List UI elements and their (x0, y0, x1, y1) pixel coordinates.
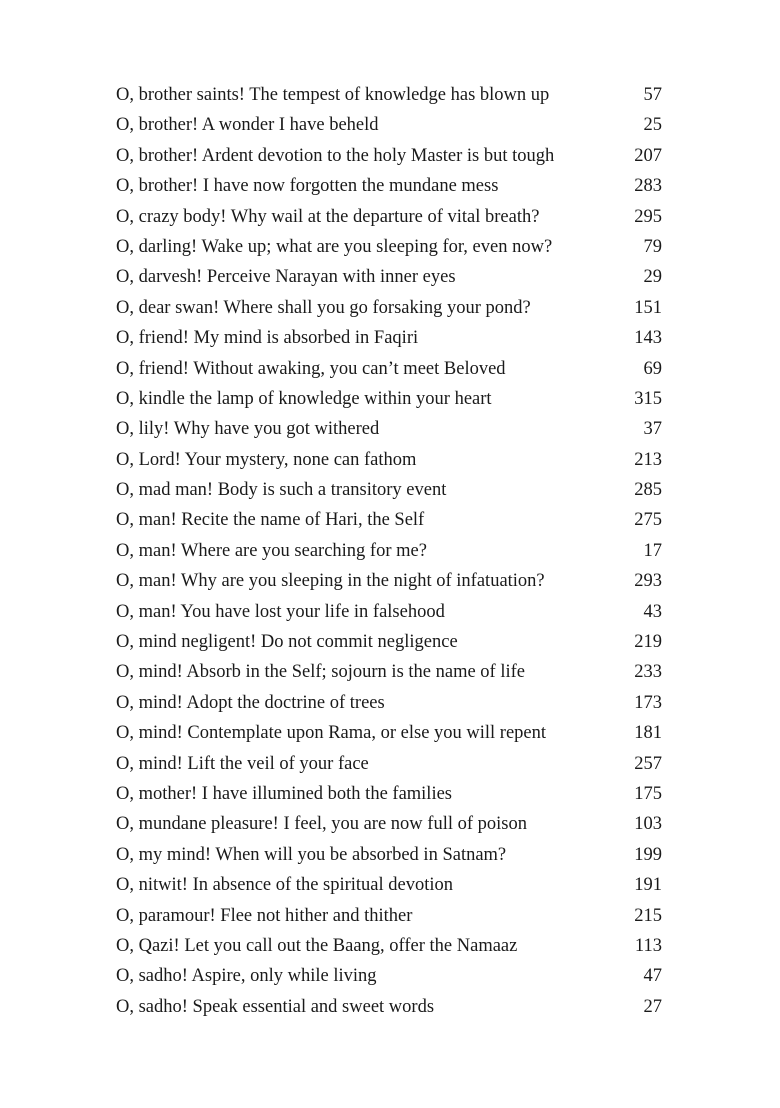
index-entry (116, 80, 662, 110)
index-entry-page-number: 173 (634, 692, 662, 713)
index-entry (116, 323, 662, 353)
index-entry (116, 384, 662, 414)
index-entry-title: O, mind! Lift the veil of your face (116, 753, 369, 774)
index-entry-page-number: 191 (634, 875, 662, 896)
index-entry-page-number: 69 (643, 358, 662, 379)
index-entry-title: O, mind! Contemplate upon Rama, or else you will repent (116, 723, 547, 744)
index-entry-page-number: 17 (643, 540, 662, 561)
index-entry-page-number: 79 (643, 236, 662, 257)
index-entry-title: O, man! Why are you sleeping in the night of infatuation? (116, 571, 545, 592)
index-entry (116, 414, 662, 444)
index-entry-title: O, mad man! Body is such a transitory event (116, 480, 447, 501)
index-entry-title: O, man! Where are you searching for me? (116, 540, 427, 561)
index-entry-title: O, kindle the lamp of knowledge within your heart (116, 388, 492, 409)
index-entry-title: O, friend! Without awaking, you can’t meet Beloved (116, 358, 506, 379)
index-entry-page-number: 275 (634, 510, 662, 531)
index-entry-page-number: 293 (634, 571, 662, 592)
index-entry (116, 992, 662, 1022)
index-entry-page-number: 29 (643, 267, 662, 288)
index-entry (116, 354, 662, 384)
index-entry-title: O, darvesh! Perceive Narayan with inner eyes (116, 267, 456, 288)
index-entry-title: O, nitwit! In absence of the spiritual devotion (116, 875, 454, 896)
index-entry-title: O, man! Recite the name of Hari, the Self (116, 510, 425, 531)
index-entry-page-number: 315 (634, 388, 662, 409)
index-entry (116, 931, 662, 961)
index-entry-page-number: 257 (634, 753, 662, 774)
index-entry-title: O, darling! Wake up; what are you sleeping for, even now? (116, 236, 553, 257)
index-entry-page-number: 233 (634, 662, 662, 683)
index-entry-title: O, friend! My mind is absorbed in Faqiri (116, 328, 419, 349)
index-entry (116, 627, 662, 657)
index-entry (116, 505, 662, 535)
index-entry-title: O, sadho! Aspire, only while living (116, 966, 377, 987)
index-entry-page-number: 43 (643, 601, 662, 622)
index-entry-page-number: 37 (643, 419, 662, 440)
index-entry-page-number: 285 (634, 480, 662, 501)
index-entry (116, 597, 662, 627)
index-entry-page-number: 207 (634, 145, 662, 166)
index-entry (116, 141, 662, 171)
index-entry-page-number: 57 (643, 85, 662, 105)
index-entry-page-number: 25 (643, 115, 662, 136)
index-entry-title: O, brother saints! The tempest of knowledge has blown up (116, 85, 550, 105)
index-entry-page-number: 113 (634, 935, 662, 956)
index-entry-title: O, mind negligent! Do not commit negligence (116, 632, 458, 653)
index-entry-page-number: 27 (643, 996, 662, 1017)
index-entry-title: O, brother! I have now forgotten the mundane mess (116, 176, 499, 197)
index-entry (116, 901, 662, 931)
index-entry-page-number: 175 (634, 783, 662, 804)
index-entry (116, 171, 662, 201)
index-entry-page-number: 213 (634, 449, 662, 470)
index-list (116, 80, 662, 1022)
index-entry-page-number: 103 (634, 814, 662, 835)
index-entry-page-number: 215 (634, 905, 662, 926)
index-entry-title: O, Lord! Your mystery, none can fathom (116, 449, 417, 470)
index-entry-title: O, mundane pleasure! I feel, you are now full of poison (116, 814, 527, 835)
index-entry-title: O, mother! I have illumined both the families (116, 783, 452, 804)
index-entry (116, 232, 662, 262)
index-entry-title: O, brother! A wonder I have beheld (116, 115, 379, 136)
index-entry (116, 779, 662, 809)
index-entry-title: O, mind! Absorb in the Self; sojourn is the name of life (116, 662, 525, 683)
index-entry-page-number: 143 (634, 328, 662, 349)
index-entry-title: O, lily! Why have you got withered (116, 419, 380, 440)
index-entry-page-number: 295 (634, 206, 662, 227)
index-entry-page-number: 151 (634, 297, 662, 318)
index-entry (116, 961, 662, 991)
index-entry (116, 475, 662, 505)
index-entry-page-number: 47 (643, 966, 662, 987)
index-entry-page-number: 181 (634, 723, 662, 744)
index-entry (116, 566, 662, 596)
index-entry (116, 536, 662, 566)
index-entry-page-number: 283 (634, 176, 662, 197)
index-entry (116, 749, 662, 779)
index-entry-title: O, paramour! Flee not hither and thither (116, 905, 413, 926)
index-entry (116, 870, 662, 900)
index-entry-title: O, Qazi! Let you call out the Baang, offer the Namaaz (116, 935, 518, 956)
index-entry-title: O, my mind! When will you be absorbed in Satnam? (116, 844, 507, 865)
index-entry-title: O, mind! Adopt the doctrine of trees (116, 692, 385, 713)
index-entry (116, 840, 662, 870)
index-entry (116, 718, 662, 748)
index-entry (116, 262, 662, 292)
index-entry (116, 657, 662, 687)
index-entry-page-number: 199 (634, 844, 662, 865)
index-entry-title: O, crazy body! Why wail at the departure of vital breath? (116, 206, 540, 227)
index-entry-title: O, brother! Ardent devotion to the holy Master is but tough (116, 145, 555, 166)
index-entry (116, 202, 662, 232)
index-entry (116, 110, 662, 140)
index-entry (116, 445, 662, 475)
index-entry-title: O, man! You have lost your life in falsehood (116, 601, 445, 622)
index-entry (116, 809, 662, 839)
index-entry-page-number: 219 (634, 632, 662, 653)
index-entry (116, 293, 662, 323)
index-entry (116, 688, 662, 718)
index-entry-title: O, dear swan! Where shall you go forsaking your pond? (116, 297, 531, 318)
index-entry-title: O, sadho! Speak essential and sweet words (116, 996, 435, 1017)
